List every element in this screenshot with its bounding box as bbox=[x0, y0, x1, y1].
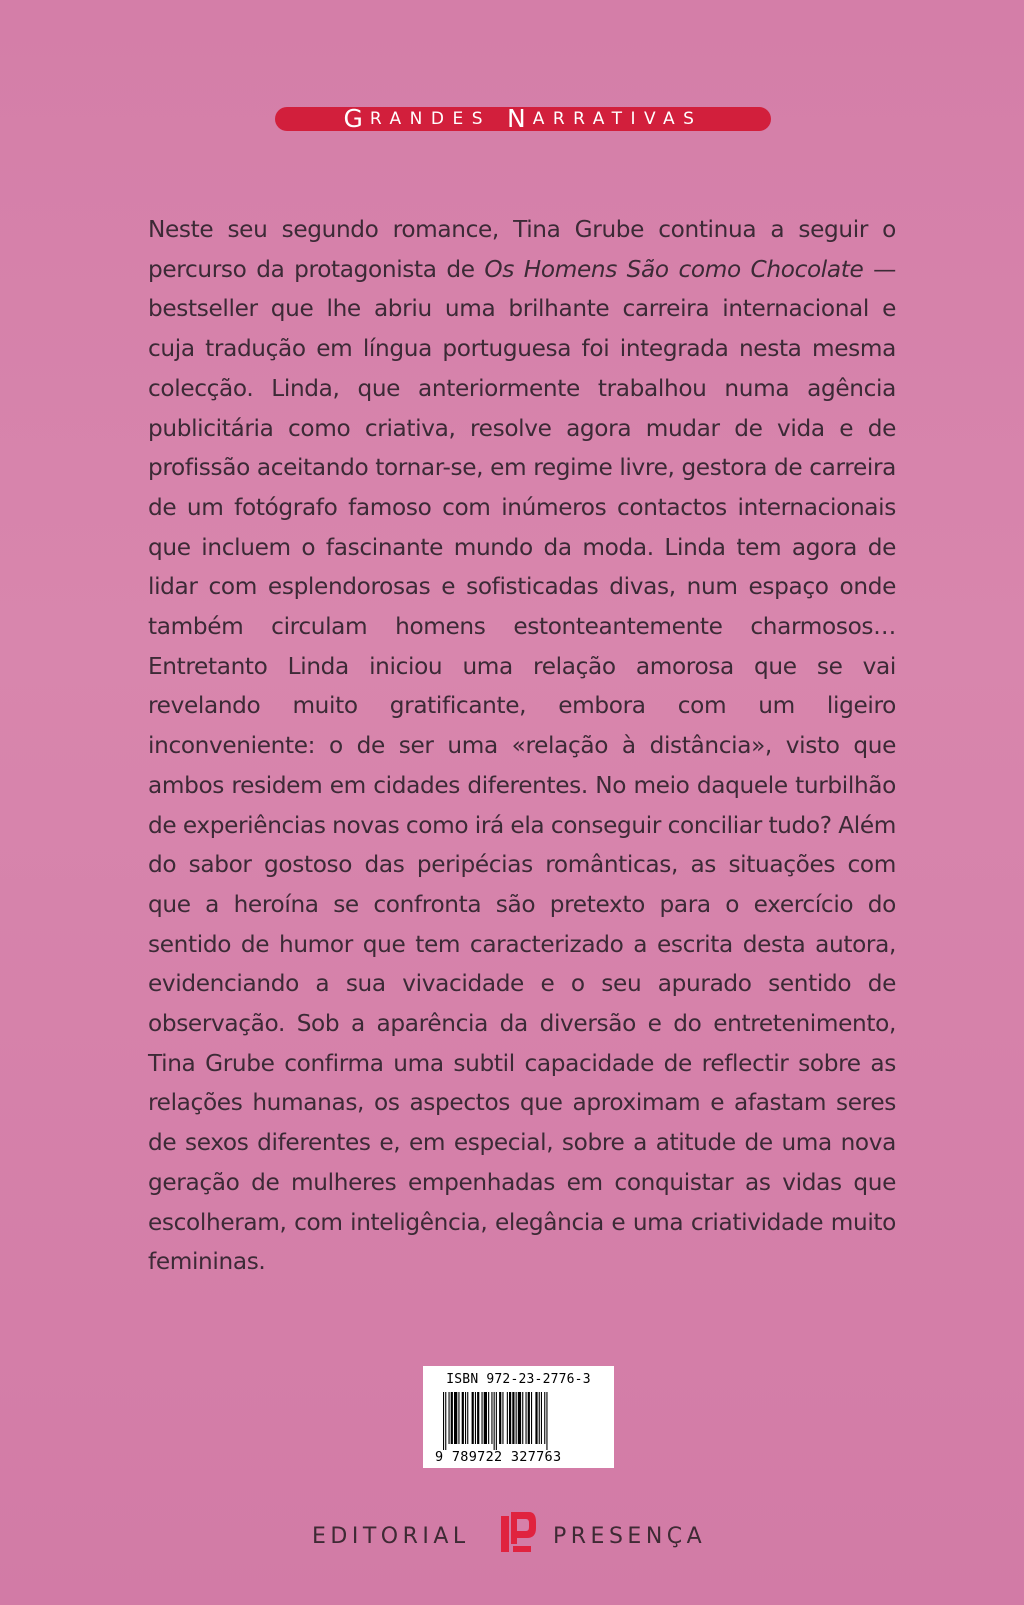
barcode-bar bbox=[528, 1392, 530, 1444]
publisher-name-left: EDITORIAL bbox=[312, 1524, 470, 1549]
barcode-bar bbox=[488, 1392, 489, 1444]
barcode-digits: 9 789722 327763 bbox=[435, 1449, 562, 1465]
barcode-bar bbox=[539, 1392, 540, 1444]
series-first-rest: RANDES bbox=[369, 109, 492, 129]
barcode-bar bbox=[535, 1392, 537, 1444]
barcode-bar bbox=[484, 1392, 487, 1444]
series-second-cap: N bbox=[507, 107, 533, 131]
barcode-bar bbox=[462, 1392, 464, 1444]
barcode-bar bbox=[531, 1392, 532, 1444]
publisher-logo-icon bbox=[499, 1510, 537, 1554]
barcode-bar bbox=[509, 1392, 511, 1444]
publisher-name-right: PRESENÇA bbox=[553, 1524, 707, 1549]
isbn-number: ISBN 972-23-2776-3 bbox=[446, 1372, 591, 1387]
isbn-barcode-label bbox=[423, 1366, 614, 1468]
barcode-bar bbox=[465, 1392, 466, 1444]
publisher-imprint bbox=[0, 1510, 1024, 1556]
barcode-bar bbox=[499, 1392, 501, 1444]
barcode-bar bbox=[467, 1392, 468, 1444]
synopsis-part-2: — bestseller que lhe abriu uma brilhante carreira internacional e cuja tradução em língua portuguesa foi integrada nesta mesma colecção. Linda, que anteriormente trabalhou numa agência publicitária como criativa, resolve agora mudar de vida e de profissão aceitando tornar-se, em regime livre, gestora de carreira de um fotógrafo famoso com inúmeros contactos internacionais que incluem o fascinante mundo da moda. Linda tem agora de lidar com esplendorosas e sofisticadas divas, num espaço onde também circulam homens estonteantemente charmosos… Entretanto Linda iniciou uma relação amorosa que se vai revelando muito gratificante, embora com um ligeiro inconveniente: o de ser uma «relação à distância», visto que ambos residem em cidades diferentes. No meio daquele turbilhão de experiências novas como irá ela conseguir conciliar tudo? Além do sabor gostoso das peripécias românticas, as situações com que a heroína se confronta são pretexto para o exercício do sentido de humor que tem caracterizado a escrita desta autora, evidenciando a sua vivacidade e o seu apurado sentido de observação. Sob a aparência da diversão e do entretenimento, Tina Grube confirma uma subtil capacidade de reflectir sobre as relações humanas, os aspectos que aproximam e afastam seres de sexos diferentes e, em especial, sobre a atitude de uma nova geração de mulheres empenhadas em conquistar as vidas que escolheram, com inteligência, elegância e uma criatividade muito femininas. bbox=[148, 255, 897, 1276]
barcode-icon bbox=[443, 1392, 594, 1450]
series-first-cap: G bbox=[343, 107, 370, 131]
barcode-bar bbox=[494, 1392, 495, 1450]
barcode-bar bbox=[458, 1392, 459, 1444]
barcode-bar bbox=[544, 1392, 545, 1444]
barcode-bar bbox=[482, 1392, 483, 1444]
barcode-bar bbox=[502, 1392, 503, 1444]
barcode-bar bbox=[518, 1392, 521, 1444]
barcode-bar bbox=[445, 1392, 446, 1450]
barcode-bar bbox=[526, 1392, 527, 1444]
series-banner bbox=[275, 107, 771, 131]
barcode-bar bbox=[522, 1392, 523, 1444]
barcode-bar bbox=[454, 1392, 457, 1444]
barcode-bar bbox=[475, 1392, 476, 1444]
barcode-bar bbox=[449, 1392, 450, 1444]
synopsis-text bbox=[148, 210, 896, 1282]
barcode-bar bbox=[491, 1392, 492, 1444]
barcode-bar bbox=[496, 1392, 497, 1450]
synopsis-part-1: Neste seu segundo romance, Tina Grube continua a seguir o percurso da protagonista de bbox=[148, 216, 896, 283]
barcode-bar bbox=[477, 1392, 479, 1444]
barcode-bar bbox=[512, 1392, 514, 1444]
barcode-bar bbox=[472, 1392, 474, 1444]
barcode-bar bbox=[516, 1392, 517, 1444]
series-second-rest: ARRATIVAS bbox=[532, 109, 703, 129]
barcode-bar bbox=[443, 1392, 444, 1450]
barcode-bar bbox=[546, 1392, 547, 1450]
barcode-bar bbox=[541, 1392, 542, 1444]
book-title-italic: Os Homens São como Chocolate bbox=[484, 255, 864, 283]
barcode-bar bbox=[451, 1392, 453, 1444]
barcode-bar bbox=[507, 1392, 508, 1444]
